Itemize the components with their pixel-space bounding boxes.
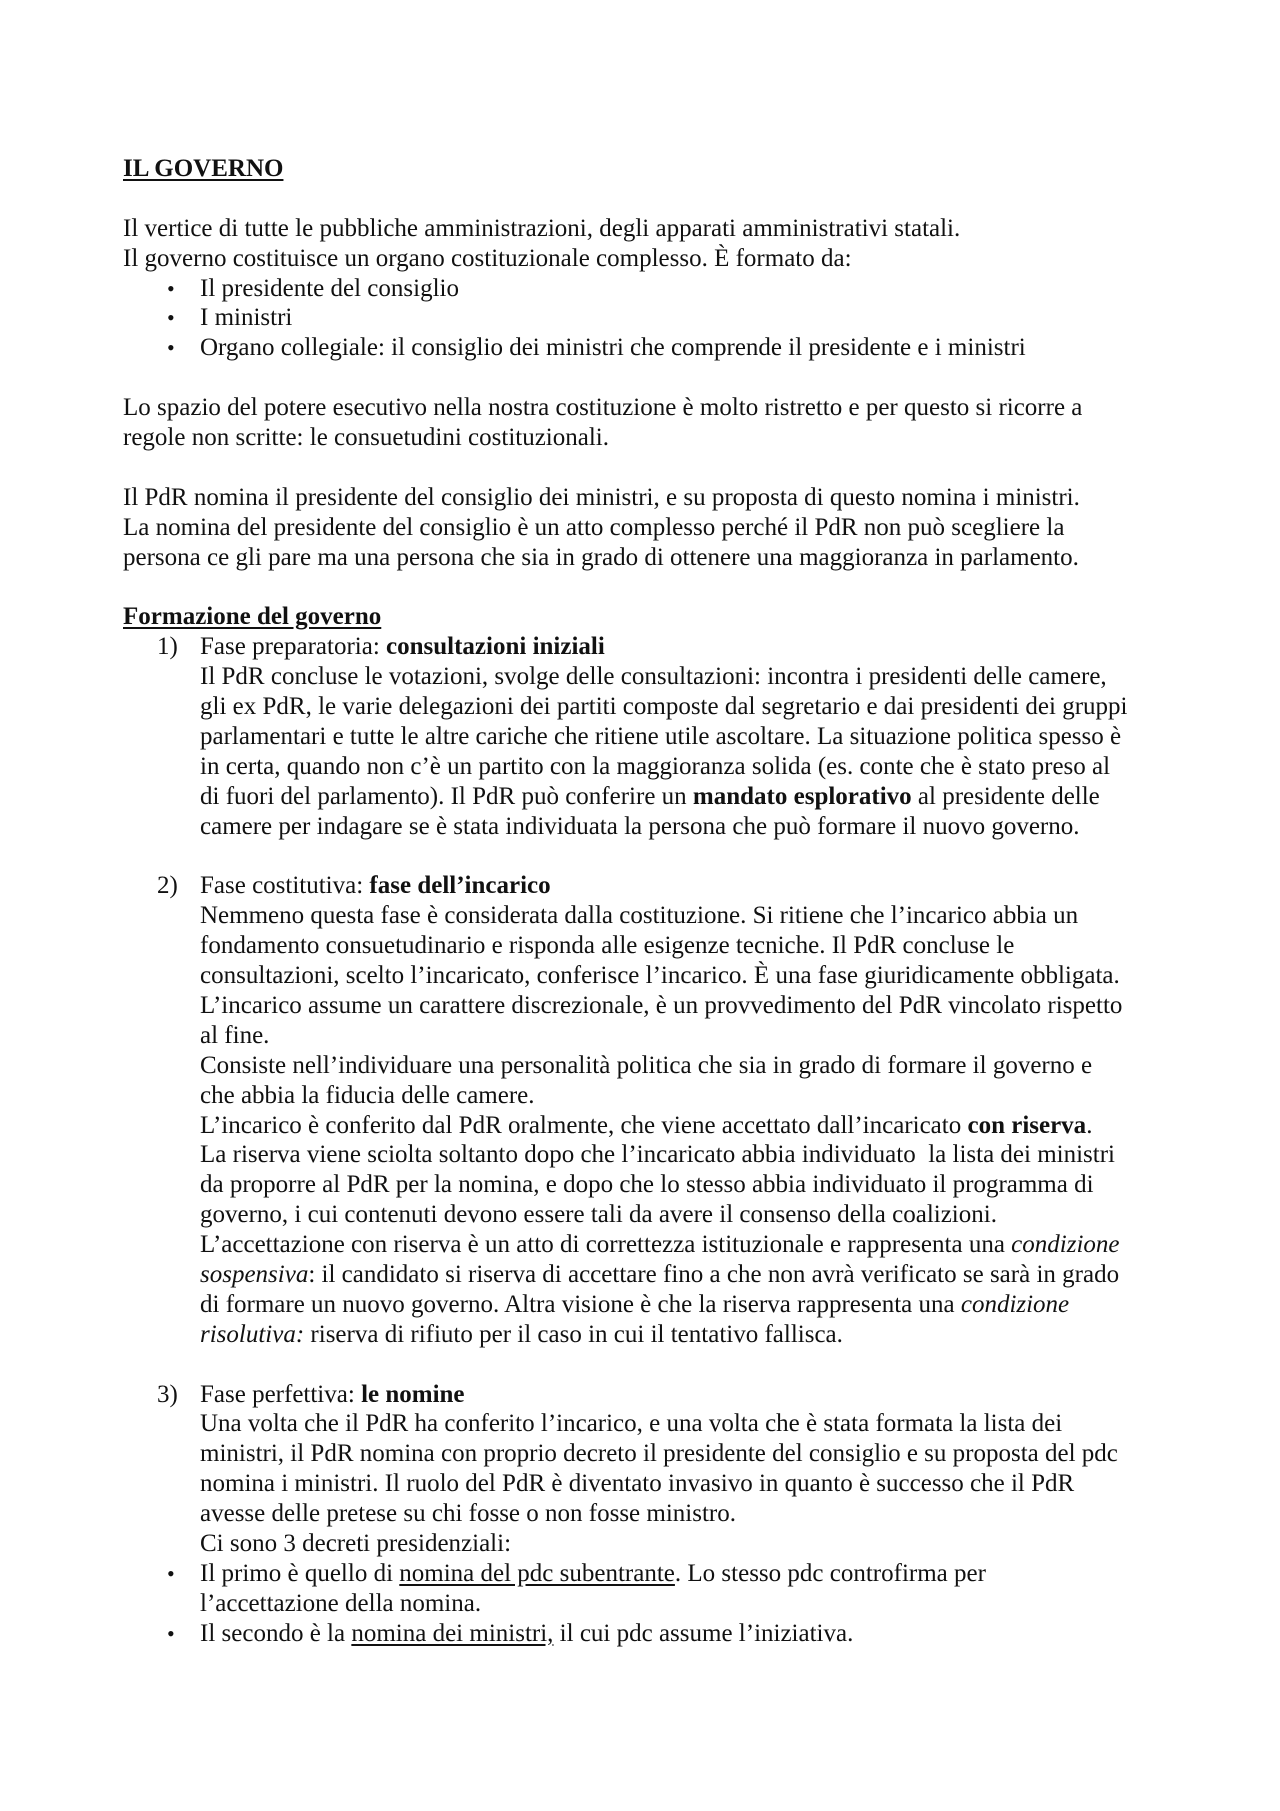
- blank-line: [123, 841, 1163, 871]
- text-line: [123, 1140, 1163, 1170]
- bold-text: mandato esplorativo: [692, 782, 912, 810]
- text-run: consultazioni, scelto l’incaricato, conferisce l’incarico. È una fase giuridicamente obbligata.: [200, 962, 1120, 990]
- bold-text: consultazioni iniziali: [386, 633, 605, 661]
- text-line: [123, 782, 1163, 812]
- text-run: .: [1086, 1111, 1093, 1139]
- bullet-icon: •: [167, 335, 175, 361]
- text-run: Nemmeno questa fase è considerata dalla costituzione. Si ritiene che l’incarico abbia un: [200, 902, 1079, 930]
- text-line: [123, 154, 1163, 184]
- text-run: che abbia la fiducia delle camere.: [200, 1081, 535, 1109]
- text-run: al presidente delle: [911, 782, 1100, 810]
- text-line: [123, 662, 1163, 692]
- underlined-text: nomina dei ministri,: [351, 1619, 554, 1647]
- list-number: 1): [157, 633, 178, 661]
- text-line: [123, 1469, 1163, 1499]
- text-run: Il secondo è la: [200, 1619, 352, 1647]
- text-line: [123, 931, 1163, 961]
- text-line: [123, 1589, 1163, 1619]
- blank-line: [123, 363, 1163, 393]
- blank-line: [123, 572, 1163, 602]
- text-line: [123, 333, 1163, 363]
- italic-text: sospensiva: [200, 1260, 309, 1288]
- text-line: [123, 393, 1163, 423]
- text-run: Fase preparatoria:: [200, 633, 387, 661]
- text-run: Consiste nell’individuare una personalità politica che sia in grado di formare il governo e: [200, 1051, 1093, 1079]
- text-line: [123, 244, 1163, 274]
- text-run: camere per indagare se è stata individuata la persona che può formare il nuovo governo.: [200, 812, 1080, 840]
- text-line: [123, 1380, 1163, 1410]
- text-run: di fuori del parlamento). Il PdR può conferire un: [200, 782, 693, 810]
- list-number: 3): [157, 1380, 178, 1408]
- italic-text: condizione: [960, 1290, 1070, 1318]
- text-line: [123, 752, 1163, 782]
- text-run: Il presidente del consiglio: [200, 274, 459, 302]
- text-line: [123, 1529, 1163, 1559]
- bullet-item: [123, 333, 1163, 363]
- text-line: [123, 274, 1163, 304]
- bullet-icon: •: [167, 1620, 175, 1646]
- text-run: Organo collegiale: il consiglio dei ministri che comprende il presidente e i ministri: [200, 334, 1026, 362]
- bold-text: fase dell’incarico: [369, 872, 551, 900]
- text-run: L’accettazione con riserva è un atto di correttezza istituzionale e rappresenta una: [200, 1231, 1012, 1259]
- text-line: [123, 1320, 1163, 1350]
- blank-line: [123, 184, 1163, 214]
- text-run: riserva di rifiuto per il caso in cui il tentativo fallisca.: [304, 1320, 843, 1348]
- paragraph: [123, 393, 1163, 453]
- text-line: [123, 961, 1163, 991]
- text-run: : il candidato si riserva di accettare fino a che non avrà verificato se sarà in grado: [308, 1260, 1120, 1288]
- text-line: [123, 303, 1163, 333]
- text-line: [123, 1559, 1163, 1589]
- bold-text: le nomine: [361, 1380, 465, 1408]
- text-run: La nomina del presidente del consiglio è un atto complesso perché il PdR non può scegliere la: [123, 513, 1065, 541]
- document-page: [123, 154, 1163, 1649]
- text-run: Il vertice di tutte le pubbliche amministrazioni, degli apparati amministrativi statali.: [123, 214, 961, 242]
- text-line: [123, 632, 1163, 662]
- text-line: [123, 901, 1163, 931]
- text-line: [123, 991, 1163, 1021]
- bold-text: con riserva: [967, 1111, 1087, 1139]
- text-line: [123, 483, 1163, 513]
- text-run: da proporre al PdR per la nomina, e dopo che lo stesso abbia individuato il programma di: [200, 1171, 1094, 1199]
- text-line: [123, 1619, 1163, 1649]
- text-line: [123, 871, 1163, 901]
- text-run: Fase costitutiva:: [200, 872, 370, 900]
- text-run: fondamento consuetudinario e risponda alle esigenze tecniche. Il PdR concluse le: [200, 932, 1015, 960]
- text-run: Fase perfettiva:: [200, 1380, 362, 1408]
- paragraph: [123, 214, 1163, 274]
- paragraph: [123, 483, 1163, 573]
- text-line: [123, 602, 1163, 632]
- text-line: [123, 1021, 1163, 1051]
- bullet-icon: •: [167, 305, 175, 331]
- underlined-text: nomina del pdc subentrante: [399, 1559, 675, 1587]
- text-line: [123, 1111, 1163, 1141]
- text-line: [123, 692, 1163, 722]
- text-run: ministri, il PdR nomina con proprio decreto il presidente del consiglio e su proposta del pdc: [200, 1440, 1118, 1468]
- text-run: di formare un nuovo governo. Altra visione è che la riserva rappresenta una: [200, 1290, 961, 1318]
- document-title: [123, 154, 1163, 184]
- numbered-item: [123, 871, 1163, 1349]
- text-run: Lo spazio del potere esecutivo nella nostra costituzione è molto ristretto e per questo si ricorre a: [123, 394, 1083, 422]
- bullet-item: [123, 1559, 1163, 1619]
- text-run: Il PdR nomina il presidente del consiglio dei ministri, e su proposta di questo nomina i ministri.: [123, 483, 1080, 511]
- text-run: in certa, quando non c’è un partito con la maggioranza solida (es. conte che è stato preso al: [200, 752, 1111, 780]
- bullet-item: [123, 274, 1163, 304]
- text-run: Il primo è quello di: [200, 1559, 400, 1587]
- text-run: L’incarico assume un carattere discrezionale, è un provvedimento del PdR vincolato rispetto: [200, 991, 1123, 1019]
- text-run: il cui pdc assume l’iniziativa.: [553, 1619, 854, 1647]
- numbered-item: [123, 632, 1163, 841]
- numbered-item: [123, 1380, 1163, 1559]
- bullet-icon: •: [167, 275, 175, 301]
- text-run: regole non scritte: le consuetudini costituzionali.: [123, 424, 609, 452]
- text-run: Una volta che il PdR ha conferito l’incarico, e una volta che è stata formata la lista dei: [200, 1410, 1063, 1438]
- text-line: [123, 1051, 1163, 1081]
- text-line: [123, 543, 1163, 573]
- text-line: [123, 1200, 1163, 1230]
- text-run: Il governo costituisce un organo costituzionale complesso. È formato da:: [123, 244, 852, 272]
- text-line: [123, 1499, 1163, 1529]
- blank-line: [123, 1350, 1163, 1380]
- text-line: [123, 1081, 1163, 1111]
- text-run: al fine.: [200, 1021, 270, 1049]
- underlined-text: IL GOVERNO: [123, 155, 284, 182]
- text-run: l’accettazione della nomina.: [200, 1589, 482, 1617]
- list-number: 2): [157, 872, 178, 900]
- text-run: Il PdR concluse le votazioni, svolge delle consultazioni: incontra i presidenti delle camere,: [200, 663, 1107, 691]
- text-line: [123, 214, 1163, 244]
- text-line: [123, 1439, 1163, 1469]
- text-run: avesse delle pretese su chi fosse o non fosse ministro.: [200, 1500, 736, 1528]
- text-line: [123, 722, 1163, 752]
- text-line: [123, 423, 1163, 453]
- text-line: [123, 1290, 1163, 1320]
- bullet-item: [123, 303, 1163, 333]
- text-run: . Lo stesso pdc controfirma per: [674, 1559, 986, 1587]
- text-run: nomina i ministri. Il ruolo del PdR è diventato invasivo in quanto è successo che il PdR: [200, 1470, 1075, 1498]
- blank-line: [123, 453, 1163, 483]
- text-run: L’incarico è conferito dal PdR oralmente, che viene accettato dall’incaricato: [200, 1111, 968, 1139]
- section-heading: [123, 602, 1163, 632]
- text-run: La riserva viene sciolta soltanto dopo che l’incaricato abbia individuato la lista dei ministri: [200, 1141, 1116, 1169]
- text-run: gli ex PdR, le varie delegazioni dei partiti composte dal segretario e dai presidenti dei gruppi: [200, 693, 1128, 721]
- text-run: Ci sono 3 decreti presidenziali:: [200, 1529, 512, 1557]
- text-line: [123, 812, 1163, 842]
- italic-text: condizione: [1011, 1231, 1120, 1259]
- text-line: [123, 1260, 1163, 1290]
- text-run: parlamentari e tutte le altre cariche che ritiene utile ascoltare. La situazione politica spesso è: [200, 722, 1122, 750]
- text-line: [123, 1230, 1163, 1260]
- underlined-text: Formazione del governo: [123, 603, 382, 631]
- text-line: [123, 513, 1163, 543]
- text-run: governo, i cui contenuti devono essere tali da avere il consenso della coalizioni.: [200, 1201, 997, 1229]
- italic-text: risolutiva:: [200, 1320, 305, 1348]
- text-run: persona ce gli pare ma una persona che sia in grado di ottenere una maggioranza in parlamento.: [123, 543, 1079, 571]
- text-line: [123, 1409, 1163, 1439]
- text-line: [123, 1170, 1163, 1200]
- bullet-item: [123, 1619, 1163, 1649]
- bullet-icon: •: [167, 1560, 175, 1586]
- text-run: I ministri: [200, 304, 293, 332]
